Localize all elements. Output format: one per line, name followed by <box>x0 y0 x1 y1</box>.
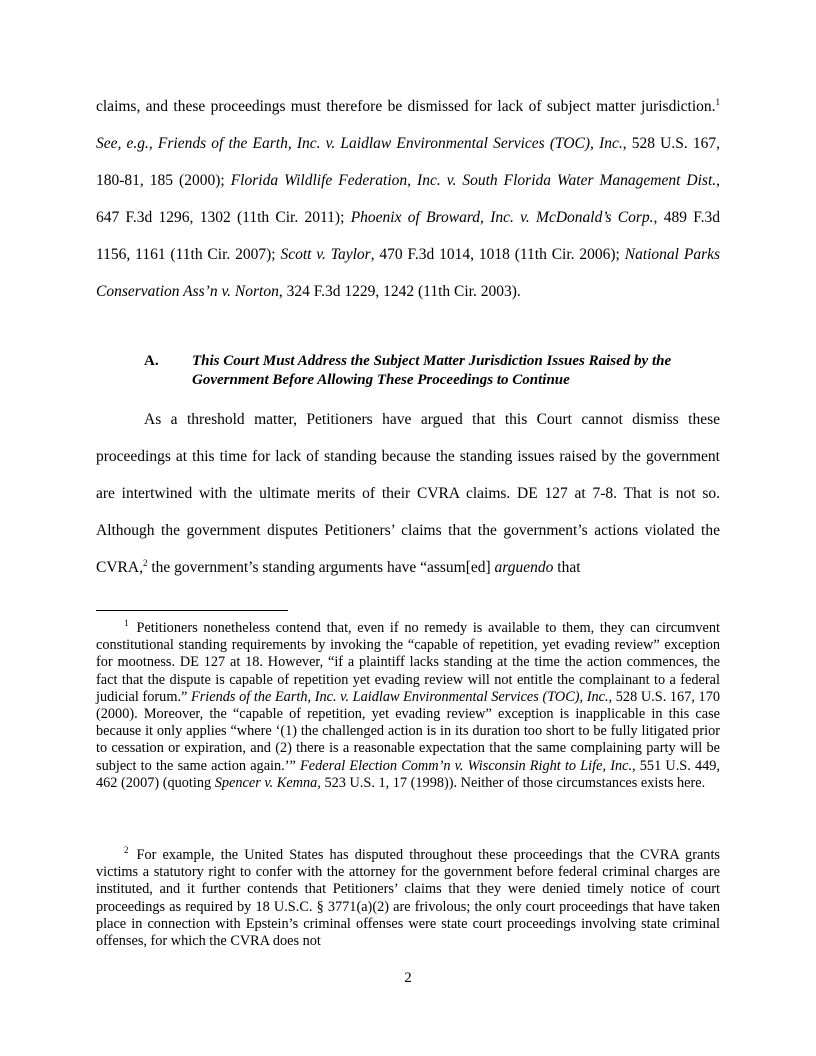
footnote1-text: , 551 U.S. 449, 462 (2007) (quoting <box>96 757 720 791</box>
para1-sep: , <box>148 135 158 152</box>
paragraph-2 <box>96 401 720 586</box>
case-phoenix-of-broward: Phoenix of Broward, Inc. v. McDonald’s Corp. <box>350 209 654 226</box>
footnote1-text: , 528 U.S. 167, 170 (2000). Moreover, the “capable of repetition, yet evading review” exception is inapplicable in this case because it only applies “where ‘(1) the challenged action is in its duration too short to be fully litigated prior to cessation or expiration, and (2) there is a reasonable expectation that the same complaining party will be subject to the same action again.’” <box>96 688 720 774</box>
footnote1-text: Petitioners nonetheless contend that, even if no remedy is available to them, they can circumvent constitutional standing requirements by invoking the “capable of repetition, yet evading review” exception for mootness. DE 127 at 18. However, “if a plaintiff lacks standing at the time the action commences, the fact that the dispute is capable of repetition yet evading review will not entitle the complainant to a federal judicial forum.” <box>96 620 720 705</box>
footnote1-text: 523 U.S. 1, 17 (1998)). Neither of those circumstances exists here. <box>320 774 706 791</box>
citation-text: , 470 F.3d 1014, 1018 (11th Cir. 2006); <box>370 246 625 263</box>
para1-text: claims, and these proceedings must therefore be dismissed for lack of subject matter jurisdiction. <box>96 98 716 115</box>
citation-text: , 489 F.3d 1156, 1161 (11th Cir. 2007); <box>96 209 720 263</box>
citation-text: , 647 F.3d 1296, 1302 (11th Cir. 2011); <box>96 172 721 226</box>
footnote2-text: For example, the United States has disputed throughout these proceedings that the CVRA grants victims a statutory right to confer with the attorney for the government before federal criminal charges are instituted, and it further contends that Petitioners’ claims that they were denied timely notice of court proceedings as required by 18 U.S.C. § 3771(a)(2) are frivolous; the only court proceedings that have taken place in connection with Epstein’s criminal offenses were state court proceedings involving state criminal offenses, for which the CVRA does not <box>96 847 720 950</box>
case-national-parks: National Parks Conservation Ass’n v. Norton <box>96 246 721 300</box>
heading-title: This Court Must Address the Subject Matter Jurisdiction Issues Raised by the Government Before Allowing These Proceedings to Continue <box>192 353 672 388</box>
para2-text-cont: the government’s standing arguments have “assum[ed] <box>147 559 495 576</box>
footnote-1-number: 1 <box>124 618 129 629</box>
case-friends-of-earth: Friends of the Earth, Inc. v. Laidlaw Environmental Services (TOC), Inc. <box>157 135 623 152</box>
case-scott-v-taylor: Scott v. Taylor <box>280 246 371 263</box>
fn1-case-fec: Federal Election Comm’n v. Wisconsin Right to Life, Inc. <box>300 757 633 774</box>
italic-arguendo: arguendo <box>494 559 554 576</box>
citation-text: , 528 U.S. 167, 180-81, 185 (2000); <box>96 135 720 189</box>
fn1-case-spencer: Spencer v. Kemna, <box>214 774 321 791</box>
fn1-case-friends-of-earth: Friends of the Earth, Inc. v. Laidlaw Environmental Services (TOC), Inc. <box>191 688 609 705</box>
footnote-1 <box>96 620 720 792</box>
footnote-separator <box>96 610 288 611</box>
paragraph-1 <box>96 88 720 310</box>
heading-letter: A. <box>144 353 159 369</box>
para2-text-end: that <box>553 559 581 576</box>
footnote-ref-1[interactable]: 1 <box>715 96 720 107</box>
para2-text: As a threshold matter, Petitioners have argued that this Court cannot dismiss these proceedings at this time for lack of standing because the standing issues raised by the government are intertwined with the ultimate merits of their CVRA claims. DE 127 at 7-8. That is not so. Although the government disputes Petitioners’ claims that the government’s actions violated the CVRA, <box>96 411 720 576</box>
citation-text: , 324 F.3d 1229, 1242 (11th Cir. 2003). <box>278 283 521 300</box>
footnote-ref-2[interactable]: 2 <box>142 557 148 568</box>
footnote-2-number: 2 <box>124 845 129 856</box>
case-florida-wildlife: Florida Wildlife Federation, Inc. v. South Florida Water Management Dist. <box>230 172 717 189</box>
footnote-2 <box>96 847 720 950</box>
signal-see-eg: See, e.g. <box>96 135 149 152</box>
page-number: 2 <box>404 970 412 986</box>
